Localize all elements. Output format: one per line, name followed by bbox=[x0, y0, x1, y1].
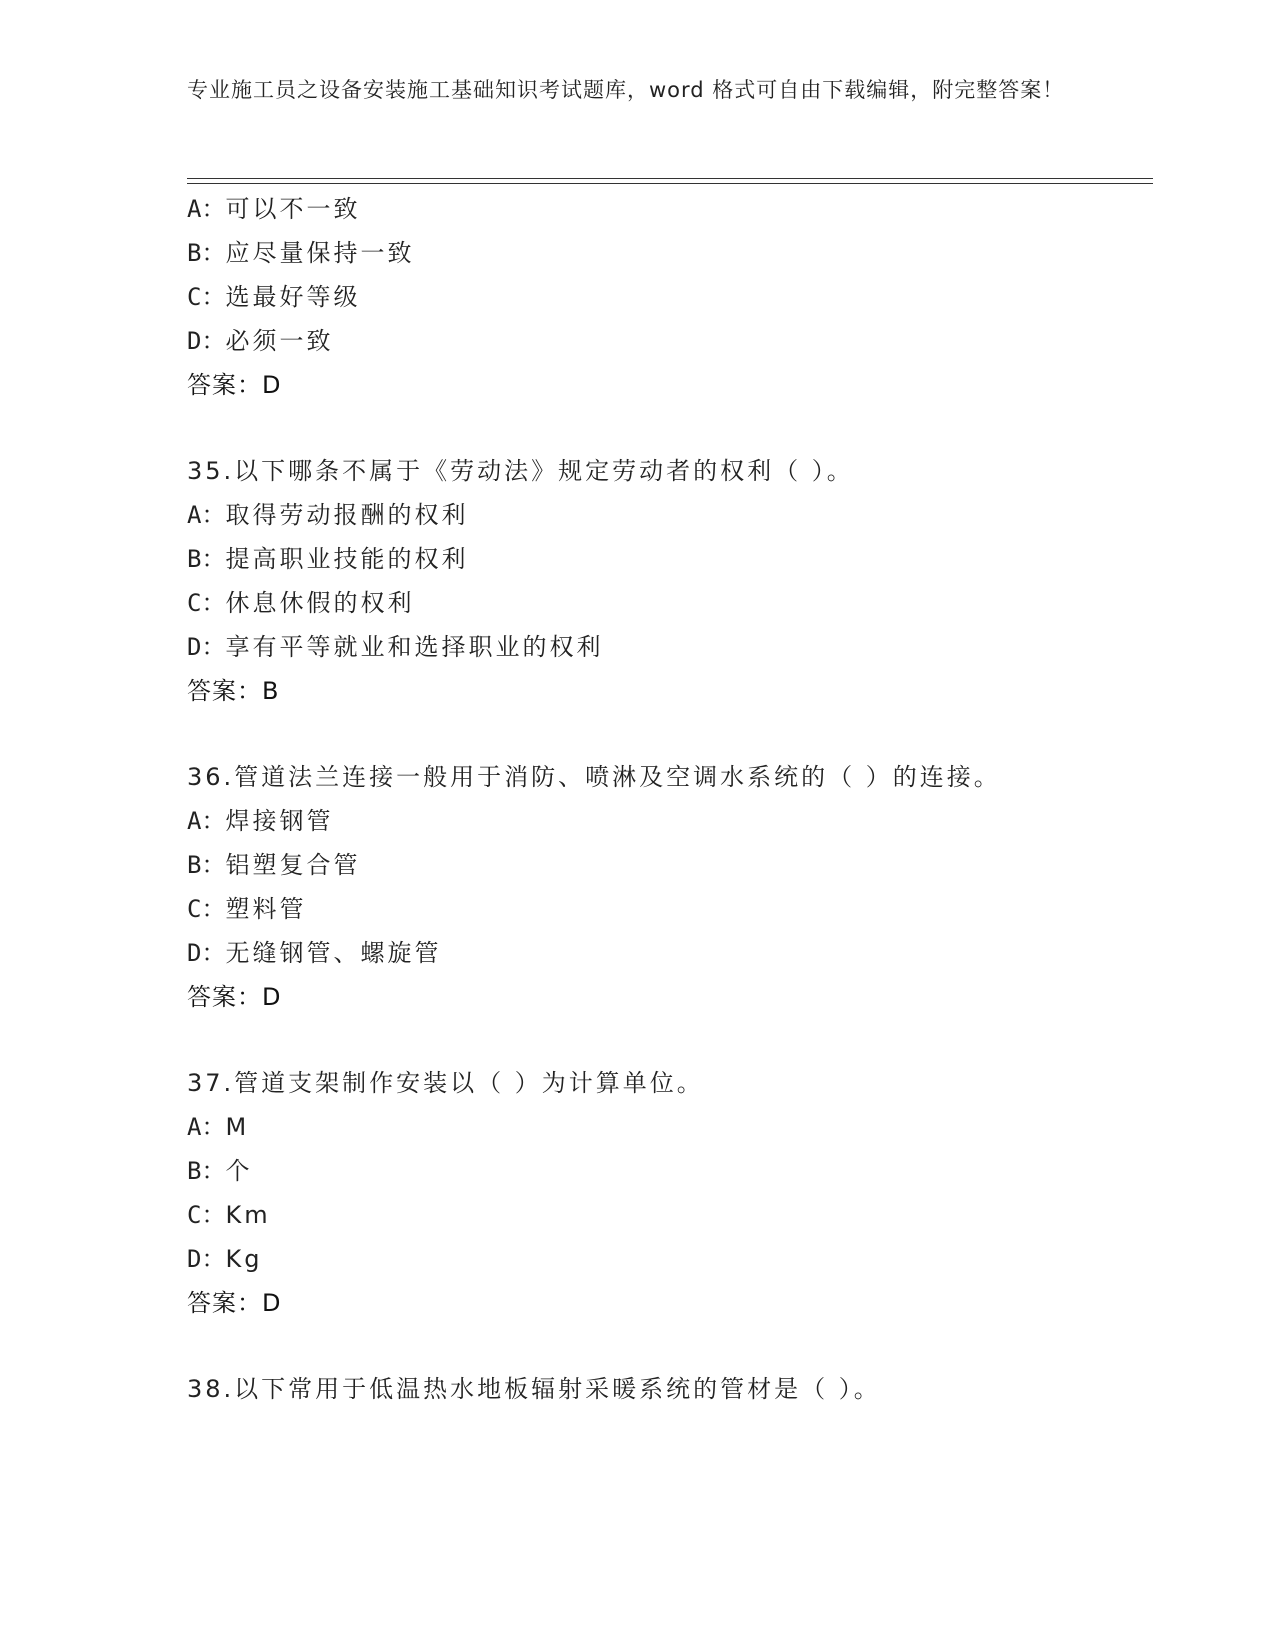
option-c: C：Km bbox=[187, 1201, 271, 1229]
option-b: B：铝塑复合管 bbox=[187, 851, 361, 879]
option-a: A：取得劳动报酬的权利 bbox=[187, 501, 469, 529]
option-b: B：应尽量保持一致 bbox=[187, 239, 415, 267]
question-36: 36.管道法兰连接一般用于消防、喷淋及空调水系统的（ ）的连接。 bbox=[187, 763, 1001, 791]
answer: 答案：D bbox=[187, 983, 282, 1011]
option-c: C：选最好等级 bbox=[187, 283, 361, 311]
option-c: C：塑料管 bbox=[187, 895, 307, 923]
option-d: D：必须一致 bbox=[187, 327, 334, 355]
question-35: 35.以下哪条不属于《劳动法》规定劳动者的权利（ ）。 bbox=[187, 457, 854, 485]
option-b: B：个 bbox=[187, 1157, 253, 1185]
option-c: C：休息休假的权利 bbox=[187, 589, 415, 617]
option-d: D：Kg bbox=[187, 1245, 263, 1273]
option-b: B：提高职业技能的权利 bbox=[187, 545, 469, 573]
option-d: D：享有平等就业和选择职业的权利 bbox=[187, 633, 604, 661]
header-rule-top bbox=[187, 178, 1153, 179]
option-a: A：可以不一致 bbox=[187, 195, 361, 223]
header-rule-bottom bbox=[187, 183, 1153, 184]
answer: 答案：D bbox=[187, 1289, 282, 1317]
question-38: 38.以下常用于低温热水地板辐射采暖系统的管材是（ ）。 bbox=[187, 1375, 881, 1403]
answer: 答案：B bbox=[187, 677, 280, 705]
option-a: A：焊接钢管 bbox=[187, 807, 334, 835]
option-d: D：无缝钢管、螺旋管 bbox=[187, 939, 442, 967]
option-a: A：M bbox=[187, 1113, 250, 1141]
page-header: 专业施工员之设备安装施工基础知识考试题库，word 格式可自由下载编辑，附完整答案！ bbox=[187, 78, 1065, 102]
question-37: 37.管道支架制作安装以（ ）为计算单位。 bbox=[187, 1069, 704, 1097]
answer: 答案：D bbox=[187, 371, 282, 399]
